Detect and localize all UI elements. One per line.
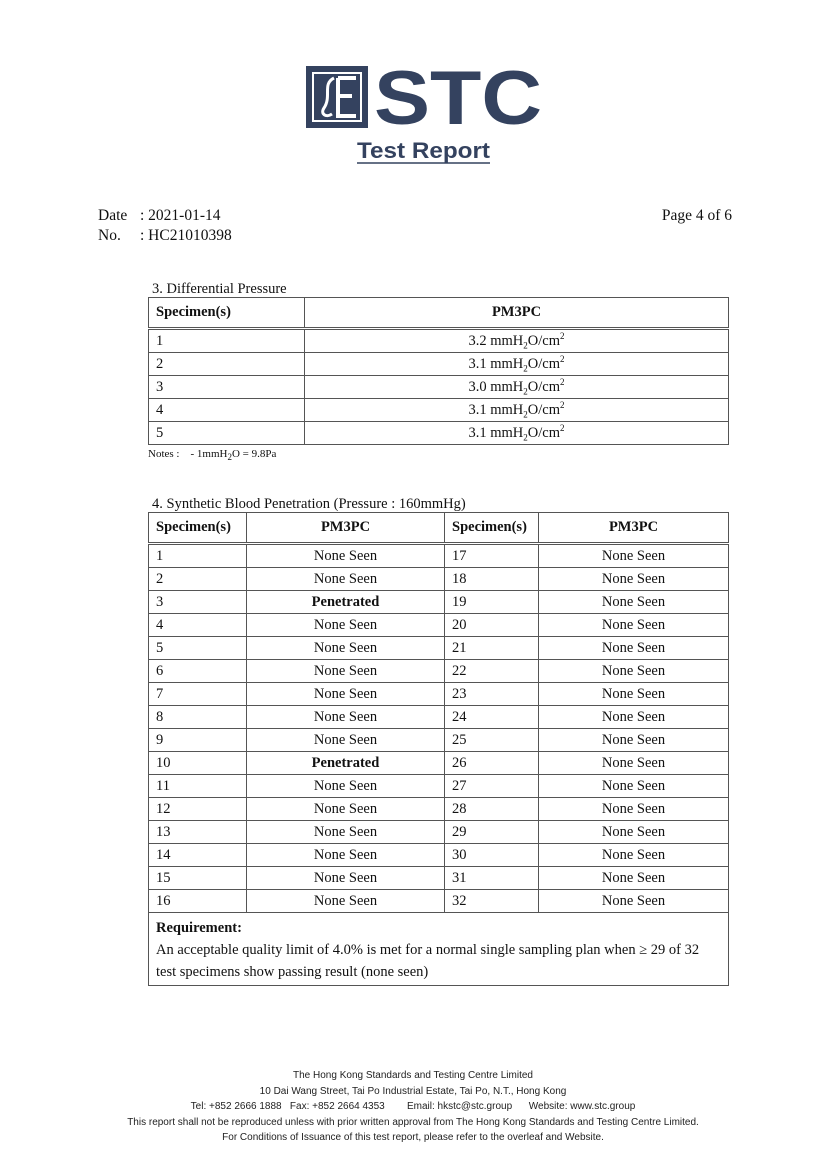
specimen-id: 28 xyxy=(445,798,539,821)
requirement-cell xyxy=(149,913,729,986)
specimen-id: 8 xyxy=(149,706,247,729)
result-cell: None Seen xyxy=(539,729,729,752)
date-label: Date xyxy=(98,207,128,224)
specimen-id: 7 xyxy=(149,683,247,706)
unit-sup: 2 xyxy=(560,400,565,411)
specimen-id: 12 xyxy=(149,798,247,821)
section3-title: 3. Differential Pressure xyxy=(152,281,287,297)
result-cell: None Seen xyxy=(247,544,445,568)
specimen-id: 5 xyxy=(149,422,305,445)
blood-penetration-table xyxy=(148,512,729,986)
specimen-id: 10 xyxy=(149,752,247,775)
table-row xyxy=(149,844,729,867)
specimen-id: 19 xyxy=(445,591,539,614)
value-number: 3.2 xyxy=(468,332,487,349)
result-cell: None Seen xyxy=(247,821,445,844)
unit-sub: 2 xyxy=(523,386,528,397)
notes-pre: - 1mmH xyxy=(190,448,228,460)
unit-mid: O/cm xyxy=(527,332,560,349)
footer-company: The Hong Kong Standards and Testing Centre Limited xyxy=(293,1070,533,1081)
unit-sup: 2 xyxy=(560,423,565,434)
table-row xyxy=(149,544,729,568)
unit-sub: 2 xyxy=(523,363,528,374)
specimen-id: 1 xyxy=(149,329,305,353)
specimen-id: 3 xyxy=(149,591,247,614)
result-cell: None Seen xyxy=(247,775,445,798)
unit-mid: O/cm xyxy=(527,401,560,418)
table-row xyxy=(149,422,729,445)
specimen-id: 15 xyxy=(149,867,247,890)
table-row xyxy=(149,867,729,890)
result-cell: None Seen xyxy=(247,660,445,683)
result-cell: None Seen xyxy=(539,844,729,867)
svg-text:Test Report: Test Report xyxy=(357,138,491,163)
specimen-id: 22 xyxy=(445,660,539,683)
result-cell: None Seen xyxy=(539,890,729,913)
unit-pre: mmH xyxy=(490,401,524,418)
specimen-id: 11 xyxy=(149,775,247,798)
specimen-id: 3 xyxy=(149,376,305,399)
col-specimen-2: Specimen(s) xyxy=(445,513,539,544)
value-number: 3.0 xyxy=(468,378,487,395)
result-cell: None Seen xyxy=(247,614,445,637)
specimen-id: 24 xyxy=(445,706,539,729)
result-cell: None Seen xyxy=(539,752,729,775)
result-cell: Penetrated xyxy=(247,752,445,775)
col-pm3pc-2: PM3PC xyxy=(539,513,729,544)
result-cell: None Seen xyxy=(539,683,729,706)
result-cell: None Seen xyxy=(247,798,445,821)
col-specimen-1: Specimen(s) xyxy=(149,513,247,544)
footer-conditions: For Conditions of Issuance of this test report, please refer to the overleaf and Website. xyxy=(222,1132,604,1143)
specimen-id: 26 xyxy=(445,752,539,775)
result-cell: None Seen xyxy=(539,798,729,821)
table-row xyxy=(149,568,729,591)
specimen-id: 25 xyxy=(445,729,539,752)
specimen-id: 27 xyxy=(445,775,539,798)
table-row xyxy=(149,660,729,683)
result-cell: None Seen xyxy=(247,568,445,591)
pressure-value xyxy=(305,422,729,445)
unit-sub: 2 xyxy=(523,432,528,443)
unit-sup: 2 xyxy=(560,377,565,388)
result-cell: None Seen xyxy=(539,775,729,798)
footer-contact: Tel: +852 2666 1888 Fax: +852 2664 4353 Email: hkstc@stc.group Website: www.stc.group xyxy=(190,1101,636,1112)
notes xyxy=(148,448,276,462)
svg-text:STC: STC xyxy=(374,64,542,141)
notes-post: O = 9.8Pa xyxy=(231,448,277,460)
unit-sub: 2 xyxy=(523,340,528,351)
result-cell: None Seen xyxy=(247,637,445,660)
pressure-value xyxy=(305,353,729,376)
result-cell: None Seen xyxy=(539,660,729,683)
specimen-id: 4 xyxy=(149,399,305,422)
specimen-id: 30 xyxy=(445,844,539,867)
result-cell: None Seen xyxy=(247,867,445,890)
stc-logo xyxy=(304,64,544,164)
table-row xyxy=(149,821,729,844)
result-cell: None Seen xyxy=(539,637,729,660)
unit-sub: 2 xyxy=(523,409,528,420)
pressure-value xyxy=(305,376,729,399)
table-row xyxy=(149,890,729,913)
unit-sup: 2 xyxy=(560,354,565,365)
footer-address: 10 Dai Wang Street, Tai Po Industrial Estate, Tai Po, N.T., Hong Kong xyxy=(259,1085,567,1097)
col-specimen: Specimen(s) xyxy=(149,298,305,329)
requirement-text: An acceptable quality limit of 4.0% is met for a normal single sampling plan when ≥ 29 of 32 test specimens show passing result (none seen) xyxy=(156,942,700,980)
result-cell: None Seen xyxy=(539,821,729,844)
report-number-value: : HC21010398 xyxy=(140,227,232,244)
table-row xyxy=(149,752,729,775)
unit-pre: mmH xyxy=(490,332,524,349)
specimen-id: 4 xyxy=(149,614,247,637)
requirement-label: Requirement: xyxy=(156,920,242,936)
footer-disclaimer: This report shall not be reproduced unless with prior written approval from The Hong Kong Standards and Testing Centre Limited. xyxy=(127,1116,699,1128)
specimen-id: 20 xyxy=(445,614,539,637)
unit-sup: 2 xyxy=(560,331,565,342)
specimen-id: 21 xyxy=(445,637,539,660)
result-cell: None Seen xyxy=(247,844,445,867)
notes-sub: 2 xyxy=(227,452,232,463)
specimen-id: 5 xyxy=(149,637,247,660)
table-row xyxy=(149,376,729,399)
result-cell: None Seen xyxy=(247,890,445,913)
page-number: Page 4 of 6 xyxy=(661,207,732,224)
pressure-value xyxy=(305,329,729,353)
result-cell: None Seen xyxy=(539,614,729,637)
report-number-label: No. xyxy=(98,227,121,244)
value-number: 3.1 xyxy=(468,355,487,372)
unit-mid: O/cm xyxy=(527,378,560,395)
unit-pre: mmH xyxy=(490,355,524,372)
value-number: 3.1 xyxy=(468,401,487,418)
specimen-id: 23 xyxy=(445,683,539,706)
specimen-id: 14 xyxy=(149,844,247,867)
section4-title: 4. Synthetic Blood Penetration (Pressure : 160mmHg) xyxy=(152,496,466,512)
table-row xyxy=(149,637,729,660)
result-cell: None Seen xyxy=(247,729,445,752)
date-value: : 2021-01-14 xyxy=(140,207,221,224)
specimen-id: 29 xyxy=(445,821,539,844)
result-cell: None Seen xyxy=(539,568,729,591)
table-row xyxy=(149,591,729,614)
unit-mid: O/cm xyxy=(527,424,560,441)
unit-pre: mmH xyxy=(490,378,524,395)
specimen-id: 18 xyxy=(445,568,539,591)
notes-label: Notes : xyxy=(148,448,180,460)
specimen-id: 6 xyxy=(149,660,247,683)
pressure-value xyxy=(305,399,729,422)
unit-mid: O/cm xyxy=(527,355,560,372)
table-row xyxy=(149,329,729,353)
result-cell: None Seen xyxy=(539,544,729,568)
specimen-id: 31 xyxy=(445,867,539,890)
table-row xyxy=(149,729,729,752)
table-row xyxy=(149,353,729,376)
table-row xyxy=(149,798,729,821)
table-row xyxy=(149,683,729,706)
specimen-id: 2 xyxy=(149,568,247,591)
result-cell: None Seen xyxy=(247,706,445,729)
specimen-id: 32 xyxy=(445,890,539,913)
specimen-id: 9 xyxy=(149,729,247,752)
result-cell: None Seen xyxy=(539,867,729,890)
specimen-id: 13 xyxy=(149,821,247,844)
col-pm3pc: PM3PC xyxy=(305,298,729,329)
table-row xyxy=(149,399,729,422)
specimen-id: 1 xyxy=(149,544,247,568)
specimen-id: 17 xyxy=(445,544,539,568)
specimen-id: 2 xyxy=(149,353,305,376)
table-row xyxy=(149,775,729,798)
differential-pressure-table xyxy=(148,297,729,445)
table-row xyxy=(149,706,729,729)
result-cell: None Seen xyxy=(247,683,445,706)
col-pm3pc-1: PM3PC xyxy=(247,513,445,544)
result-cell: None Seen xyxy=(539,591,729,614)
result-cell: None Seen xyxy=(539,706,729,729)
table-row xyxy=(149,614,729,637)
unit-pre: mmH xyxy=(490,424,524,441)
value-number: 3.1 xyxy=(468,424,487,441)
result-cell: Penetrated xyxy=(247,591,445,614)
footer xyxy=(0,1068,826,1146)
specimen-id: 16 xyxy=(149,890,247,913)
